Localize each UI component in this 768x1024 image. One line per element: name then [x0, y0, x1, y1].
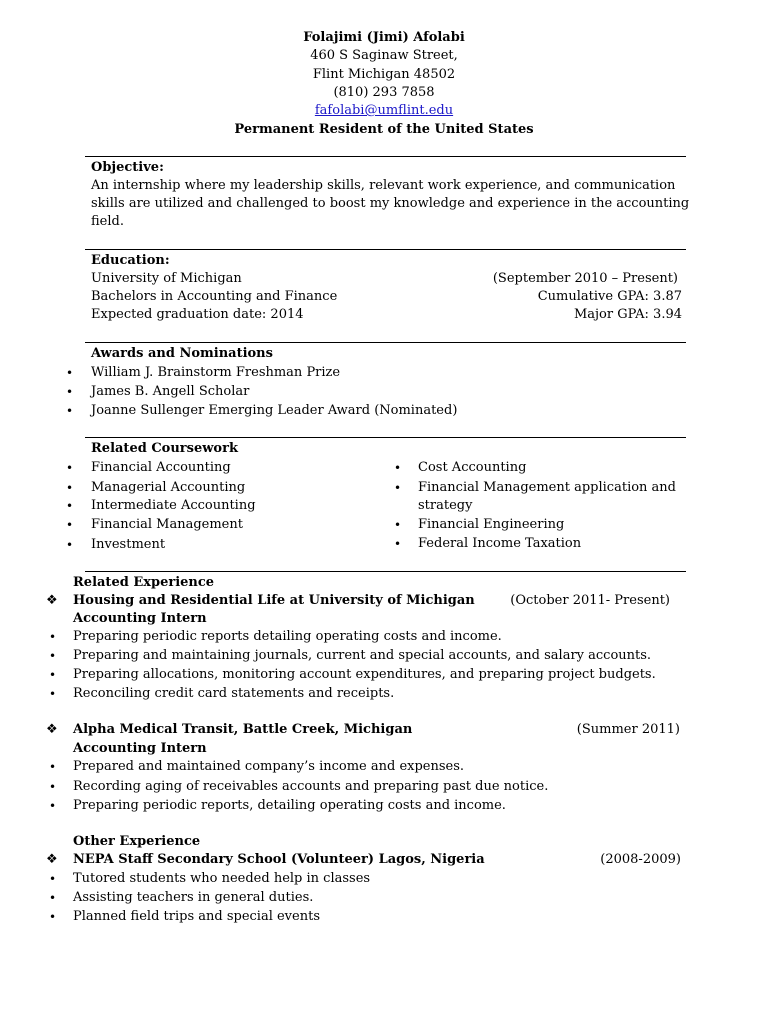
candidate-name: Folajimi (Jimi) Afolabi — [303, 30, 465, 45]
bullet-icon: • — [49, 780, 57, 794]
bullet-icon: • — [66, 461, 74, 475]
course-item: Financial Management — [91, 517, 243, 532]
objective-line: An internship where my leadership skills, relevant work experience, and communication — [91, 178, 676, 193]
bullet-icon: • — [49, 799, 57, 813]
section-divider — [85, 156, 686, 157]
job-role: Accounting Intern — [73, 611, 207, 626]
bullet-icon: • — [49, 649, 57, 663]
job-duty: Reconciling credit card statements and receipts. — [73, 686, 395, 701]
bullet-icon: • — [394, 518, 402, 532]
city-address: Flint Michigan 48502 — [312, 67, 456, 82]
other-experience-heading: Other Experience — [73, 834, 201, 849]
course-item: Financial Engineering — [418, 517, 565, 532]
volunteer-dates: (2008-2009) — [600, 852, 681, 867]
job-organization: Housing and Residential Life at University of Michigan — [73, 593, 475, 608]
bullet-icon: • — [49, 668, 57, 682]
coursework-heading: Related Coursework — [91, 441, 238, 456]
course-item: Intermediate Accounting — [91, 498, 256, 513]
major-gpa: Major GPA: 3.94 — [573, 307, 682, 322]
course-item: Federal Income Taxation — [418, 536, 582, 551]
graduation-date: Expected graduation date: 2014 — [91, 307, 304, 322]
degree: Bachelors in Accounting and Finance — [91, 289, 338, 304]
course-item-continued: strategy — [418, 498, 473, 513]
section-divider — [85, 437, 686, 438]
job-duty: Preparing periodic reports, detailing operating costs and income. — [73, 798, 506, 813]
cumulative-gpa: Cumulative GPA: 3.87 — [537, 289, 682, 304]
bullet-icon: • — [394, 537, 402, 551]
bullet-icon: • — [66, 385, 74, 399]
objective-line: field. — [91, 214, 124, 229]
diamond-bullet-icon: ❖ — [46, 852, 58, 867]
job-dates: (Summer 2011) — [576, 722, 680, 737]
bullet-icon: • — [49, 872, 57, 886]
course-item: Investment — [91, 537, 166, 552]
course-item: Financial Management application and — [418, 480, 677, 495]
bullet-icon: • — [394, 461, 402, 475]
diamond-bullet-icon: ❖ — [46, 593, 58, 608]
street-address: 460 S Saginaw Street, — [310, 48, 458, 63]
volunteer-duty: Tutored students who needed help in classes — [73, 871, 371, 886]
job-dates: (October 2011- Present) — [510, 593, 670, 608]
volunteer-duty: Planned field trips and special events — [73, 909, 320, 924]
bullet-icon: • — [66, 404, 74, 418]
bullet-icon: • — [66, 481, 74, 495]
bullet-icon: • — [66, 538, 74, 552]
volunteer-duty: Assisting teachers in general duties. — [73, 890, 314, 905]
experience-heading: Related Experience — [73, 575, 215, 590]
bullet-icon: • — [66, 518, 74, 532]
section-divider — [85, 342, 686, 343]
bullet-icon: • — [49, 687, 57, 701]
job-duty: Prepared and maintained company’s income and expenses. — [73, 759, 465, 774]
course-item: Cost Accounting — [418, 460, 527, 475]
objective-line: skills are utilized and challenged to boost my knowledge and experience in the accounting — [91, 196, 690, 211]
course-item: Managerial Accounting — [91, 480, 246, 495]
award-item: William J. Brainstorm Freshman Prize — [91, 365, 341, 380]
award-item: Joanne Sullenger Emerging Leader Award (Nominated) — [91, 403, 458, 418]
awards-heading: Awards and Nominations — [91, 346, 273, 361]
volunteer-organization: NEPA Staff Secondary School (Volunteer) Lagos, Nigeria — [73, 852, 485, 867]
bullet-icon: • — [49, 910, 57, 924]
bullet-icon: • — [66, 499, 74, 513]
bullet-icon: • — [394, 481, 402, 495]
phone-number: (810) 293 7858 — [333, 85, 435, 100]
job-duty: Recording aging of receivables accounts and preparing past due notice. — [73, 779, 549, 794]
job-duty: Preparing allocations, monitoring account expenditures, and preparing project budgets. — [73, 667, 656, 682]
objective-heading: Objective: — [91, 160, 164, 175]
section-divider — [85, 571, 686, 572]
section-divider — [85, 249, 686, 250]
job-duty: Preparing and maintaining journals, current and special accounts, and salary accounts. — [73, 648, 652, 663]
bullet-icon: • — [49, 630, 57, 644]
diamond-bullet-icon: ❖ — [46, 722, 58, 737]
job-duty: Preparing periodic reports detailing operating costs and income. — [73, 629, 502, 644]
school-name: University of Michigan — [91, 271, 242, 286]
job-role: Accounting Intern — [73, 741, 207, 756]
education-heading: Education: — [91, 253, 170, 268]
residency-status: Permanent Resident of the United States — [234, 122, 534, 137]
course-item: Financial Accounting — [91, 460, 231, 475]
bullet-icon: • — [49, 891, 57, 905]
job-organization: Alpha Medical Transit, Battle Creek, Michigan — [73, 722, 413, 737]
bullet-icon: • — [66, 366, 74, 380]
email-link[interactable]: fafolabi@umflint.edu — [314, 103, 454, 118]
email-line — [0, 102, 768, 120]
award-item: James B. Angell Scholar — [91, 384, 250, 399]
education-dates: (September 2010 – Present) — [492, 271, 678, 286]
bullet-icon: • — [49, 760, 57, 774]
